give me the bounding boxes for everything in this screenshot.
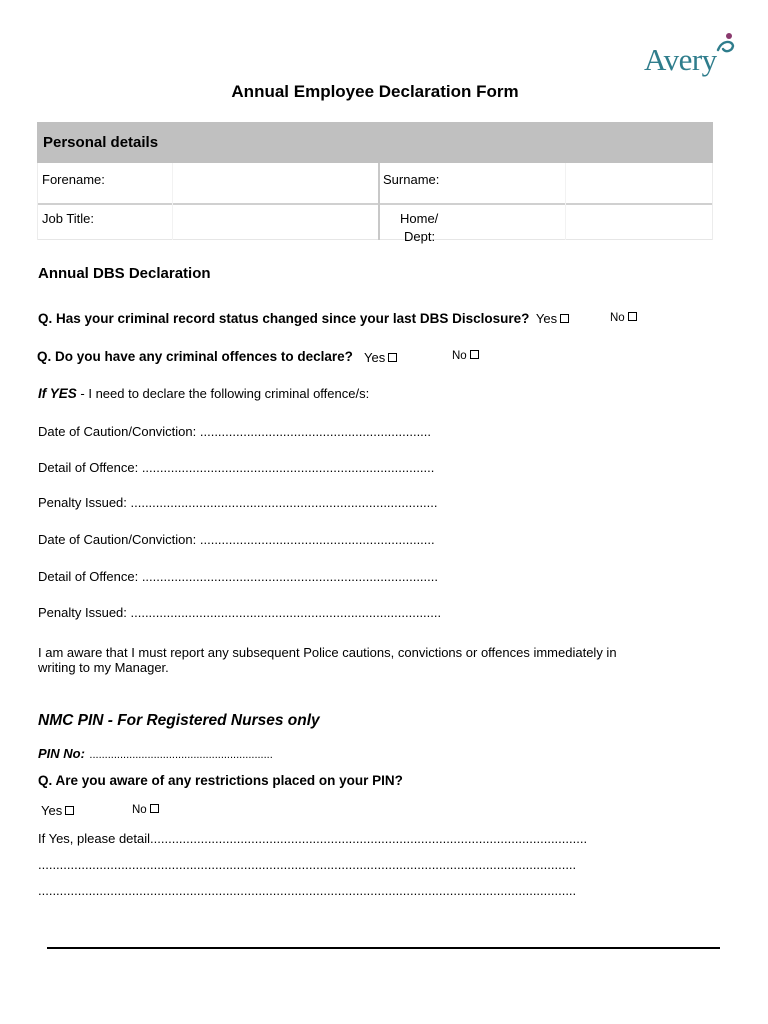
yes-checkbox[interactable] bbox=[388, 353, 397, 362]
yes-option[interactable] bbox=[536, 311, 569, 326]
awareness-statement: I am aware that I must report any subsequent Police cautions, convictions or offences immediately in bbox=[38, 645, 617, 660]
if-yes-label: If YES bbox=[38, 386, 77, 401]
surname-field[interactable]: Surname: bbox=[383, 172, 440, 187]
no-option[interactable] bbox=[610, 312, 637, 324]
logo-text: Avery bbox=[644, 42, 717, 77]
table-gridline bbox=[565, 163, 566, 240]
no-option[interactable] bbox=[452, 350, 479, 362]
no-checkbox[interactable] bbox=[628, 312, 637, 321]
penalty-issued-field[interactable]: Penalty Issued: ..................................................................................... bbox=[38, 495, 438, 510]
nmc-heading: NMC PIN - For Registered Nurses only bbox=[38, 712, 320, 729]
home-dept-field[interactable]: Home/ bbox=[400, 211, 439, 226]
table-row bbox=[37, 163, 713, 205]
table-border bbox=[712, 163, 713, 240]
dept-label: Dept: bbox=[404, 229, 436, 244]
question-text: Q. Has your criminal record status changed since your last DBS Disclosure? bbox=[38, 311, 530, 326]
date-of-conviction-field[interactable]: Date of Caution/Conviction: ................................................................ bbox=[38, 424, 432, 439]
restriction-detail-line[interactable]: ..................................................................................................................................................... bbox=[38, 883, 577, 898]
pin-field[interactable] bbox=[38, 745, 273, 763]
yes-label: Yes bbox=[535, 311, 558, 326]
person-swirl-icon bbox=[714, 32, 736, 54]
job-title-field[interactable]: Job Title: bbox=[42, 211, 95, 226]
table-border bbox=[37, 163, 38, 240]
personal-details-heading: Personal details bbox=[43, 134, 159, 151]
yes-checkbox[interactable] bbox=[65, 806, 74, 815]
yes-checkbox[interactable] bbox=[560, 314, 569, 323]
dbs-question-1 bbox=[38, 310, 569, 328]
yes-option[interactable] bbox=[364, 350, 397, 365]
if-yes-text: - I need to declare the following criminal offence/s: bbox=[80, 386, 370, 401]
date-of-conviction-field[interactable]: Date of Caution/Conviction: ................................................................. bbox=[38, 532, 435, 547]
no-checkbox[interactable] bbox=[470, 350, 479, 359]
pin-label: PIN No: bbox=[38, 746, 85, 761]
yes-label: Yes bbox=[41, 803, 63, 818]
personal-details-header bbox=[37, 122, 713, 163]
yes-label: Yes bbox=[364, 350, 386, 365]
table-row bbox=[37, 205, 713, 240]
no-label: No bbox=[132, 804, 147, 816]
restriction-detail-line[interactable]: ..................................................................................................................................................... bbox=[38, 857, 577, 872]
no-option[interactable] bbox=[132, 804, 159, 816]
page-title: Annual Employee Declaration Form bbox=[231, 82, 519, 101]
table-divider bbox=[378, 163, 380, 240]
pin-restrictions-question: Q. Are you aware of any restrictions placed on your PIN? bbox=[38, 773, 403, 788]
no-label: No bbox=[610, 312, 625, 324]
if-yes-line bbox=[38, 386, 369, 401]
yes-option[interactable] bbox=[41, 803, 74, 818]
personal-details-table bbox=[37, 163, 713, 244]
question-text: Q. Do you have any criminal offences to declare? bbox=[37, 349, 353, 364]
signature-divider bbox=[47, 947, 720, 949]
detail-of-offence-field[interactable]: Detail of Offence: .................................................................................. bbox=[38, 569, 438, 584]
awareness-statement-cont: writing to my Manager. bbox=[38, 660, 169, 675]
penalty-issued-field[interactable]: Penalty Issued: ...................................................................................... bbox=[38, 605, 442, 620]
pin-input[interactable]: ............................................................ bbox=[89, 749, 273, 761]
table-gridline bbox=[172, 163, 173, 240]
dbs-heading: Annual DBS Declaration bbox=[38, 265, 211, 282]
no-label: No bbox=[452, 350, 467, 362]
restriction-detail-field[interactable]: If Yes, please detail......................................................................................................................... bbox=[38, 831, 588, 846]
detail-of-offence-field[interactable]: Detail of Offence: ................................................................................. bbox=[38, 460, 435, 475]
no-checkbox[interactable] bbox=[150, 804, 159, 813]
avery-logo bbox=[644, 32, 736, 82]
dbs-question-2 bbox=[37, 348, 353, 366]
forename-field[interactable]: Forename: bbox=[42, 172, 105, 187]
